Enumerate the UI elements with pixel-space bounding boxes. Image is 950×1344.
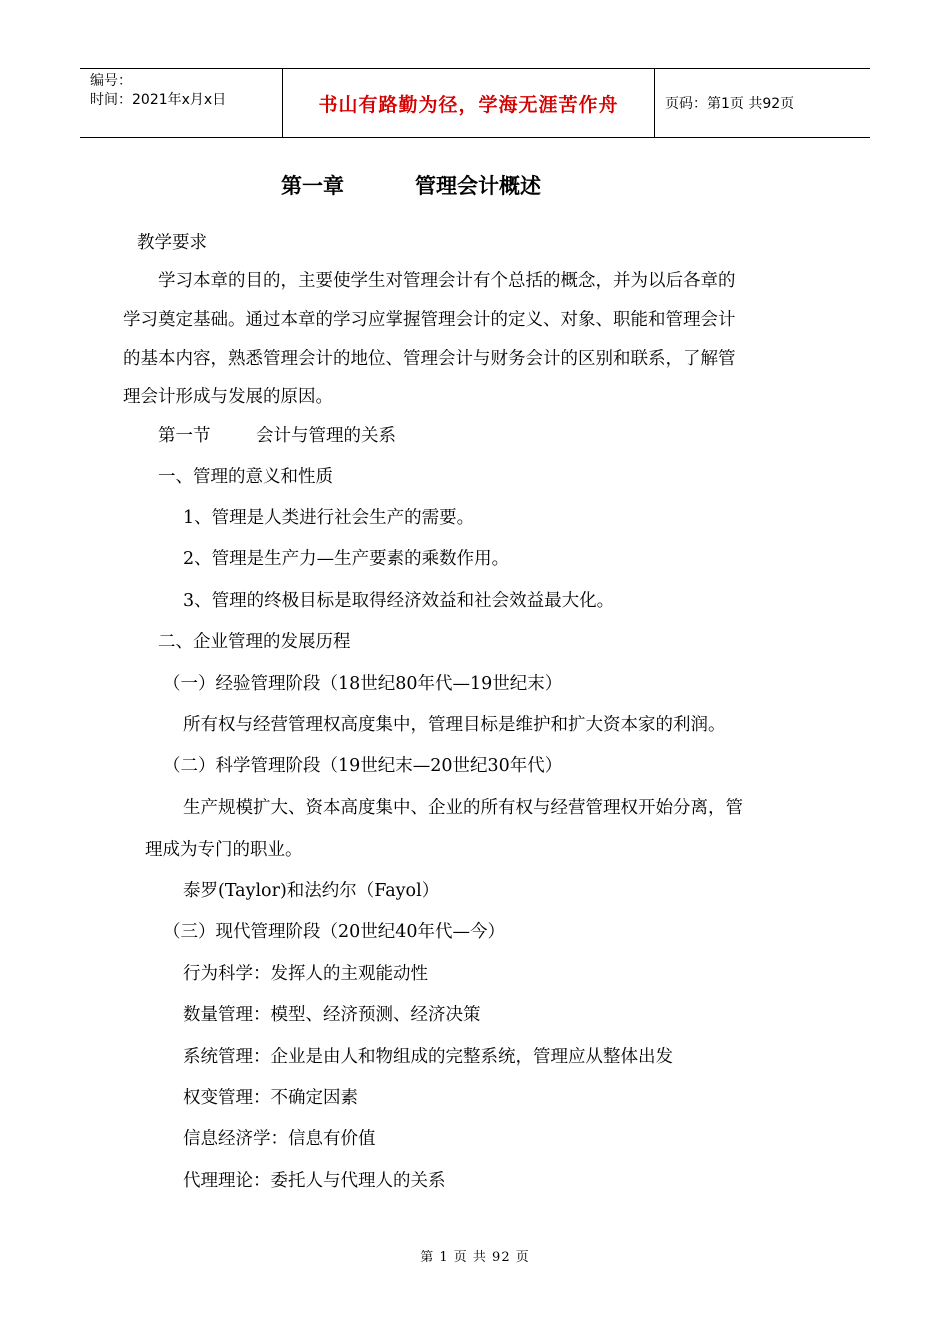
paragraph-line: 所有权与经营管理权高度集中，管理目标是维护和扩大资本家的利润。	[183, 715, 726, 735]
number-label: 编号：	[90, 73, 132, 89]
paragraph-line: 理成为专门的职业。	[145, 840, 303, 860]
time-label: 时间：2021年x月x日	[90, 92, 227, 108]
page-footer: 第 1 页 共 92 页	[420, 1250, 530, 1265]
list-item: 数量管理：模型、经济预测、经济决策	[183, 1005, 481, 1025]
paragraph-line: 学习本章的目的，主要使学生对管理会计有个总括的概念，并为以后各章的	[158, 271, 736, 291]
list-item: 行为科学：发挥人的主观能动性	[183, 964, 428, 984]
list-item: 代理理论：委托人与代理人的关系	[183, 1171, 446, 1191]
chapter-name: 管理会计概述	[415, 174, 541, 198]
paragraph-line: 理会计形成与发展的原因。	[123, 387, 333, 407]
header-meta-cell	[80, 69, 283, 137]
subheading: 一、管理的意义和性质	[158, 467, 333, 487]
paragraph-line: 泰罗(Taylor)和法约尔（Fayol）	[183, 881, 440, 901]
subheading: 二、企业管理的发展历程	[158, 632, 351, 652]
section-number: 第一节	[158, 426, 211, 446]
list-item: 2、管理是生产力—生产要素的乘数作用。	[183, 549, 510, 569]
list-item: 系统管理：企业是由人和物组成的完整系统，管理应从整体出发	[183, 1047, 673, 1067]
chapter-number: 第一章	[281, 174, 344, 198]
paragraph-line: 学习奠定基础。通过本章的学习应掌握管理会计的定义、对象、职能和管理会计	[123, 310, 736, 330]
header-page-info: 页码：第1页 共92页	[665, 96, 795, 112]
stage-heading: （三）现代管理阶段（20世纪40年代—今）	[163, 922, 506, 942]
section-title: 会计与管理的关系	[256, 426, 396, 446]
list-item: 3、管理的终极目标是取得经济效益和社会效益最大化。	[183, 591, 615, 611]
list-item: 信息经济学：信息有价值	[183, 1129, 376, 1149]
header-motto: 书山有路勤为径，学海无涯苦作舟	[283, 69, 655, 137]
paragraph-line: 的基本内容，熟悉管理会计的地位、管理会计与财务会计的区别和联系，了解管	[123, 349, 736, 369]
paragraph-line: 生产规模扩大、资本高度集中、企业的所有权与经营管理权开始分离，管	[183, 798, 743, 818]
stage-heading: （一）经验管理阶段（18世纪80年代—19世纪末）	[163, 674, 563, 694]
stage-heading: （二）科学管理阶段（19世纪末—20世纪30年代）	[163, 756, 563, 776]
list-item: 1、管理是人类进行社会生产的需要。	[183, 508, 475, 528]
document-header	[80, 68, 870, 138]
list-item: 权变管理：不确定因素	[183, 1088, 358, 1108]
section-heading: 教学要求	[137, 233, 207, 253]
